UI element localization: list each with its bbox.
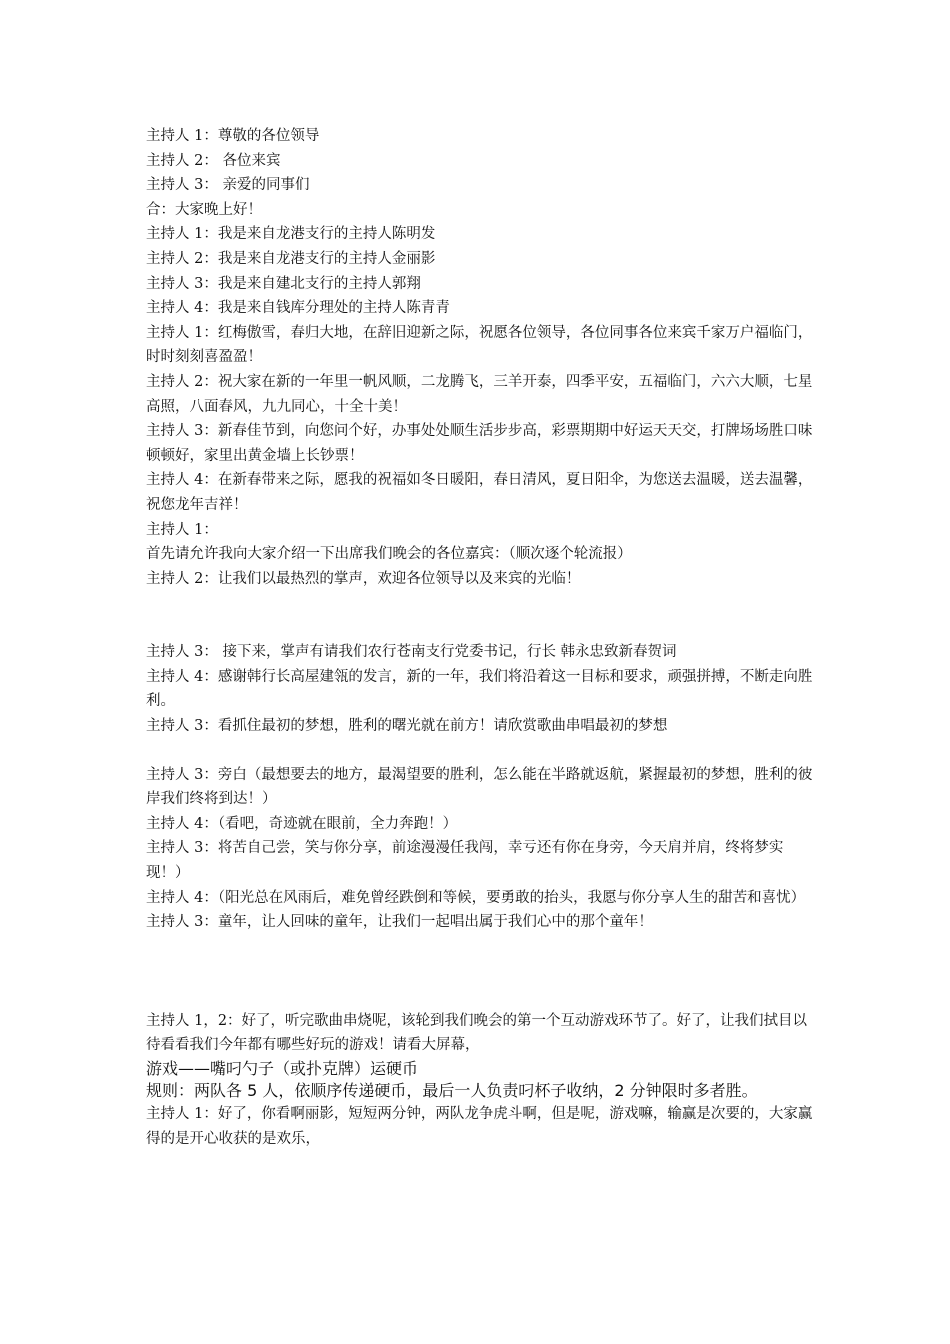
paragraph: 主持人 1：好了，你看啊丽影，短短两分钟，两队龙争虎斗啊，但是呢，游戏嘛，输赢是次要的，大家赢得的是开心收获的是欢乐， xyxy=(146,1106,813,1147)
paragraph: 主持人 1：红梅傲雪，春归大地，在辞旧迎新之际，祝愿各位领导，各位同事各位来宾千家万户福临门，时时刻刻喜盈盈！ xyxy=(146,324,813,366)
game-rule: 规则：两队各 5 人，依顺序传递硬币，最后一人负责叼杯子收纳，2 分钟限时多者胜。 xyxy=(146,1081,758,1100)
narration-section xyxy=(146,763,816,935)
paragraph: 主持人 1，2：好了，听完歌曲串烧呢，该轮到我们晚会的第一个互动游戏环节了。好了，让我们拭目以待看看我们今年都有哪些好玩的游戏！请看大屏幕， xyxy=(146,1012,808,1054)
paragraph: 主持人 3：看抓住最初的梦想，胜利的曙光就在前方！请欣赏歌曲串唱最初的梦想 xyxy=(146,718,668,735)
opening-section xyxy=(146,124,816,591)
paragraph: 主持人 1： xyxy=(146,521,218,538)
paragraph: 主持人 2：祝大家在新的一年里一帆风顺，二龙腾飞，三羊开泰，四季平安，五福临门，六六大顺，七星高照，八面春风，九九同心，十全十美！ xyxy=(146,373,813,415)
spacer xyxy=(146,935,816,1009)
spacer xyxy=(146,591,816,640)
paragraph: 主持人 3：我是来自建北支行的主持人郭翔 xyxy=(146,275,421,292)
paragraph: 主持人 1：尊敬的各位领导 xyxy=(146,128,320,144)
paragraph: 主持人 4：感谢韩行长高屋建瓴的发言，新的一年，我们将沿着这一目标和要求，顽强拼搏，不断走向胜利。 xyxy=(146,668,813,710)
game-title: 游戏——嘴叼勺子（或扑克牌）运硬币 xyxy=(146,1059,419,1078)
paragraph: 主持人 3：旁白（最想要去的地方，最渴望要的胜利，怎么能在半路就返航，紧握最初的梦想，胜利的彼岸我们终将到达！） xyxy=(146,766,813,808)
game-section xyxy=(146,1009,816,1151)
paragraph: 主持人 3：将苦自己尝，笑与你分享，前途漫漫任我闯，幸亏还有你在身旁，今天肩并肩，终将梦实现！） xyxy=(146,840,784,882)
paragraph: 主持人 2：我是来自龙港支行的主持人金丽影 xyxy=(146,250,436,267)
paragraph: 主持人 3：童年，让人回味的童年，让我们一起唱出属于我们心中的那个童年！ xyxy=(146,914,653,931)
paragraph: 主持人 2：让我们以最热烈的掌声，欢迎各位领导以及来宾的光临！ xyxy=(146,570,581,587)
paragraph: 首先请允许我向大家介绍一下出席我们晚会的各位嘉宾：（顺次逐个轮流报） xyxy=(146,546,632,563)
speech-section xyxy=(146,640,816,738)
paragraph: 主持人 4：我是来自钱库分理处的主持人陈青青 xyxy=(146,300,450,317)
paragraph: 主持人 4：（看吧，奇迹就在眼前，全力奔跑！） xyxy=(146,815,458,832)
document-body xyxy=(146,124,816,1151)
paragraph: 主持人 4：在新春带来之际，愿我的祝福如冬日暖阳，春日清风，夏日阳伞，为您送去温暖，送去温馨，祝您龙年吉祥！ xyxy=(146,472,813,513)
spacer xyxy=(146,739,816,763)
paragraph: 合：大家晚上好！ xyxy=(146,201,262,218)
paragraph: 主持人 4：（阳光总在风雨后，难免曾经跌倒和等候，要勇敢的抬头，我愿与你分享人生的甜苦和喜忧） xyxy=(146,889,806,906)
paragraph: 主持人 1：我是来自龙港支行的主持人陈明发 xyxy=(146,226,436,243)
paragraph: 主持人 3： 接下来，掌声有请我们农行苍南支行党委书记，行长 韩永忠致新春贺词 xyxy=(146,644,677,661)
paragraph: 主持人 2： 各位来宾 xyxy=(146,152,281,169)
paragraph: 主持人 3： 亲爱的同事们 xyxy=(146,177,310,194)
paragraph: 主持人 3：新春佳节到，向您问个好，办事处处顺生活步步高，彩票期期中好运天天交，打牌场场胜口味顿顿好，家里出黄金墙上长钞票！ xyxy=(146,423,813,464)
